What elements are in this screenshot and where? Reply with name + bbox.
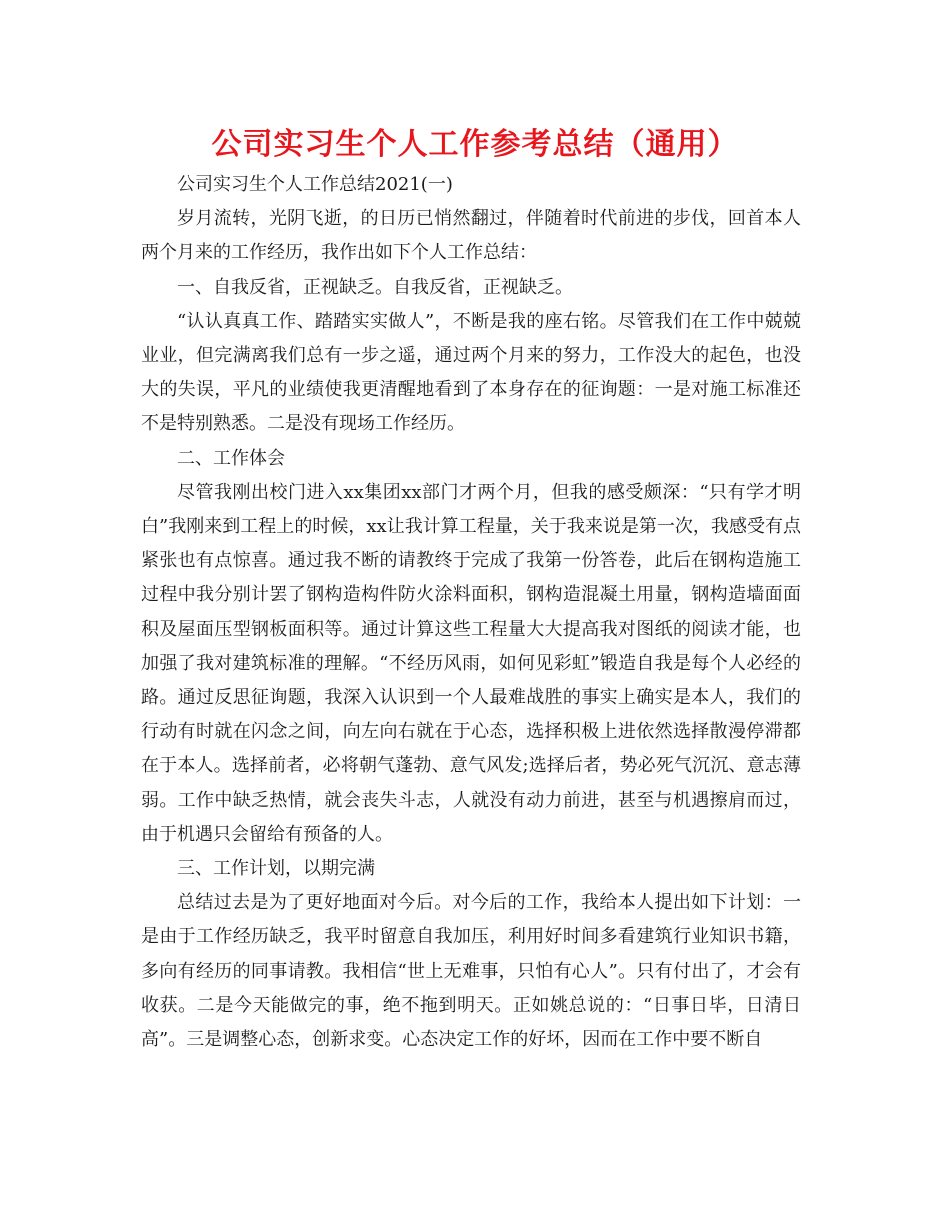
section-subtitle: 公司实习生个人工作总结2021(一) xyxy=(177,174,453,195)
document-body xyxy=(141,168,801,1057)
heading-work-plan: 三、工作计划，以期完满 xyxy=(177,858,375,880)
paragraph-self-reflection: “认认真真工作、踏踏实实做人”，不断是我的座右铭。尽管我们在工作中兢兢业业，但完满离我们总有一步之遥，通过两个月来的努力，工作没大的起色，也没大的失误，平凡的业绩使我更清醒地看到了本身存在的征询题：一是对施工标准还不是特别熟悉。二是没有现场工作经历。 xyxy=(141,310,801,435)
paragraph-intro: 岁月流转，光阴飞逝，的日历已悄然翻过，伴随着时代前进的步伐，回首本人两个月来的工作经历，我作出如下个人工作总结： xyxy=(141,208,801,264)
paragraph-work-plan: 总结过去是为了更好地面对今后。对今后的工作，我给本人提出如下计划：一是由于工作经历缺乏，我平时留意自我加压，利用好时间多看建筑行业知识书籍，多向有经历的同事请教。我相信“世上无难事，只怕有心人”。只有付出了，才会有收获。二是今天能做完的事，绝不拖到明天。正如姚总说的：“日事日毕，日清日高”。三是调整心态，创新求变。心态决定工作的好坏，因而在工作中要不断自 xyxy=(141,892,801,1051)
document-title: 公司实习生个人工作参考总结（通用） xyxy=(211,127,739,162)
heading-work-experience: 二、工作体会 xyxy=(177,447,285,469)
paragraph-work-experience: 尽管我刚出校门进入xx集团xx部门才两个月，但我的感受颇深：“只有学才明白”我刚来到工程上的时候，xx让我计算工程量，关于我来说是第一次，我感受有点紧张也有点惊喜。通过我不断的请教终于完成了我第一份答卷，此后在钢构造施工过程中我分别计罢了钢构造构件防火涂料面积，钢构造混凝土用量，钢构造墙面面积及屋面压型钢板面积等。通过计算这些工程量大大提高我对图纸的阅读才能，也加强了我对建筑标准的理解。“不经历风雨，如何见彩虹”锻造自我是每个人必经的路。通过反思征询题，我深入认识到一个人最难战胜的事实上确实是本人，我们的行动有时就在闪念之间，向左向右就在于心态，选择积极上进依然选择散漫停滞都在于本人。选择前者，必将朝气蓬勃、意气风发;选择后者，势必死气沉沉、意志薄弱。工作中缺乏热情，就会丧失斗志，人就没有动力前进，甚至与机遇擦肩而过，由于机遇只会留给有预备的人。 xyxy=(141,481,801,845)
heading-self-reflection: 一、自我反省，正视缺乏。自我反省，正视缺乏。 xyxy=(177,276,573,298)
